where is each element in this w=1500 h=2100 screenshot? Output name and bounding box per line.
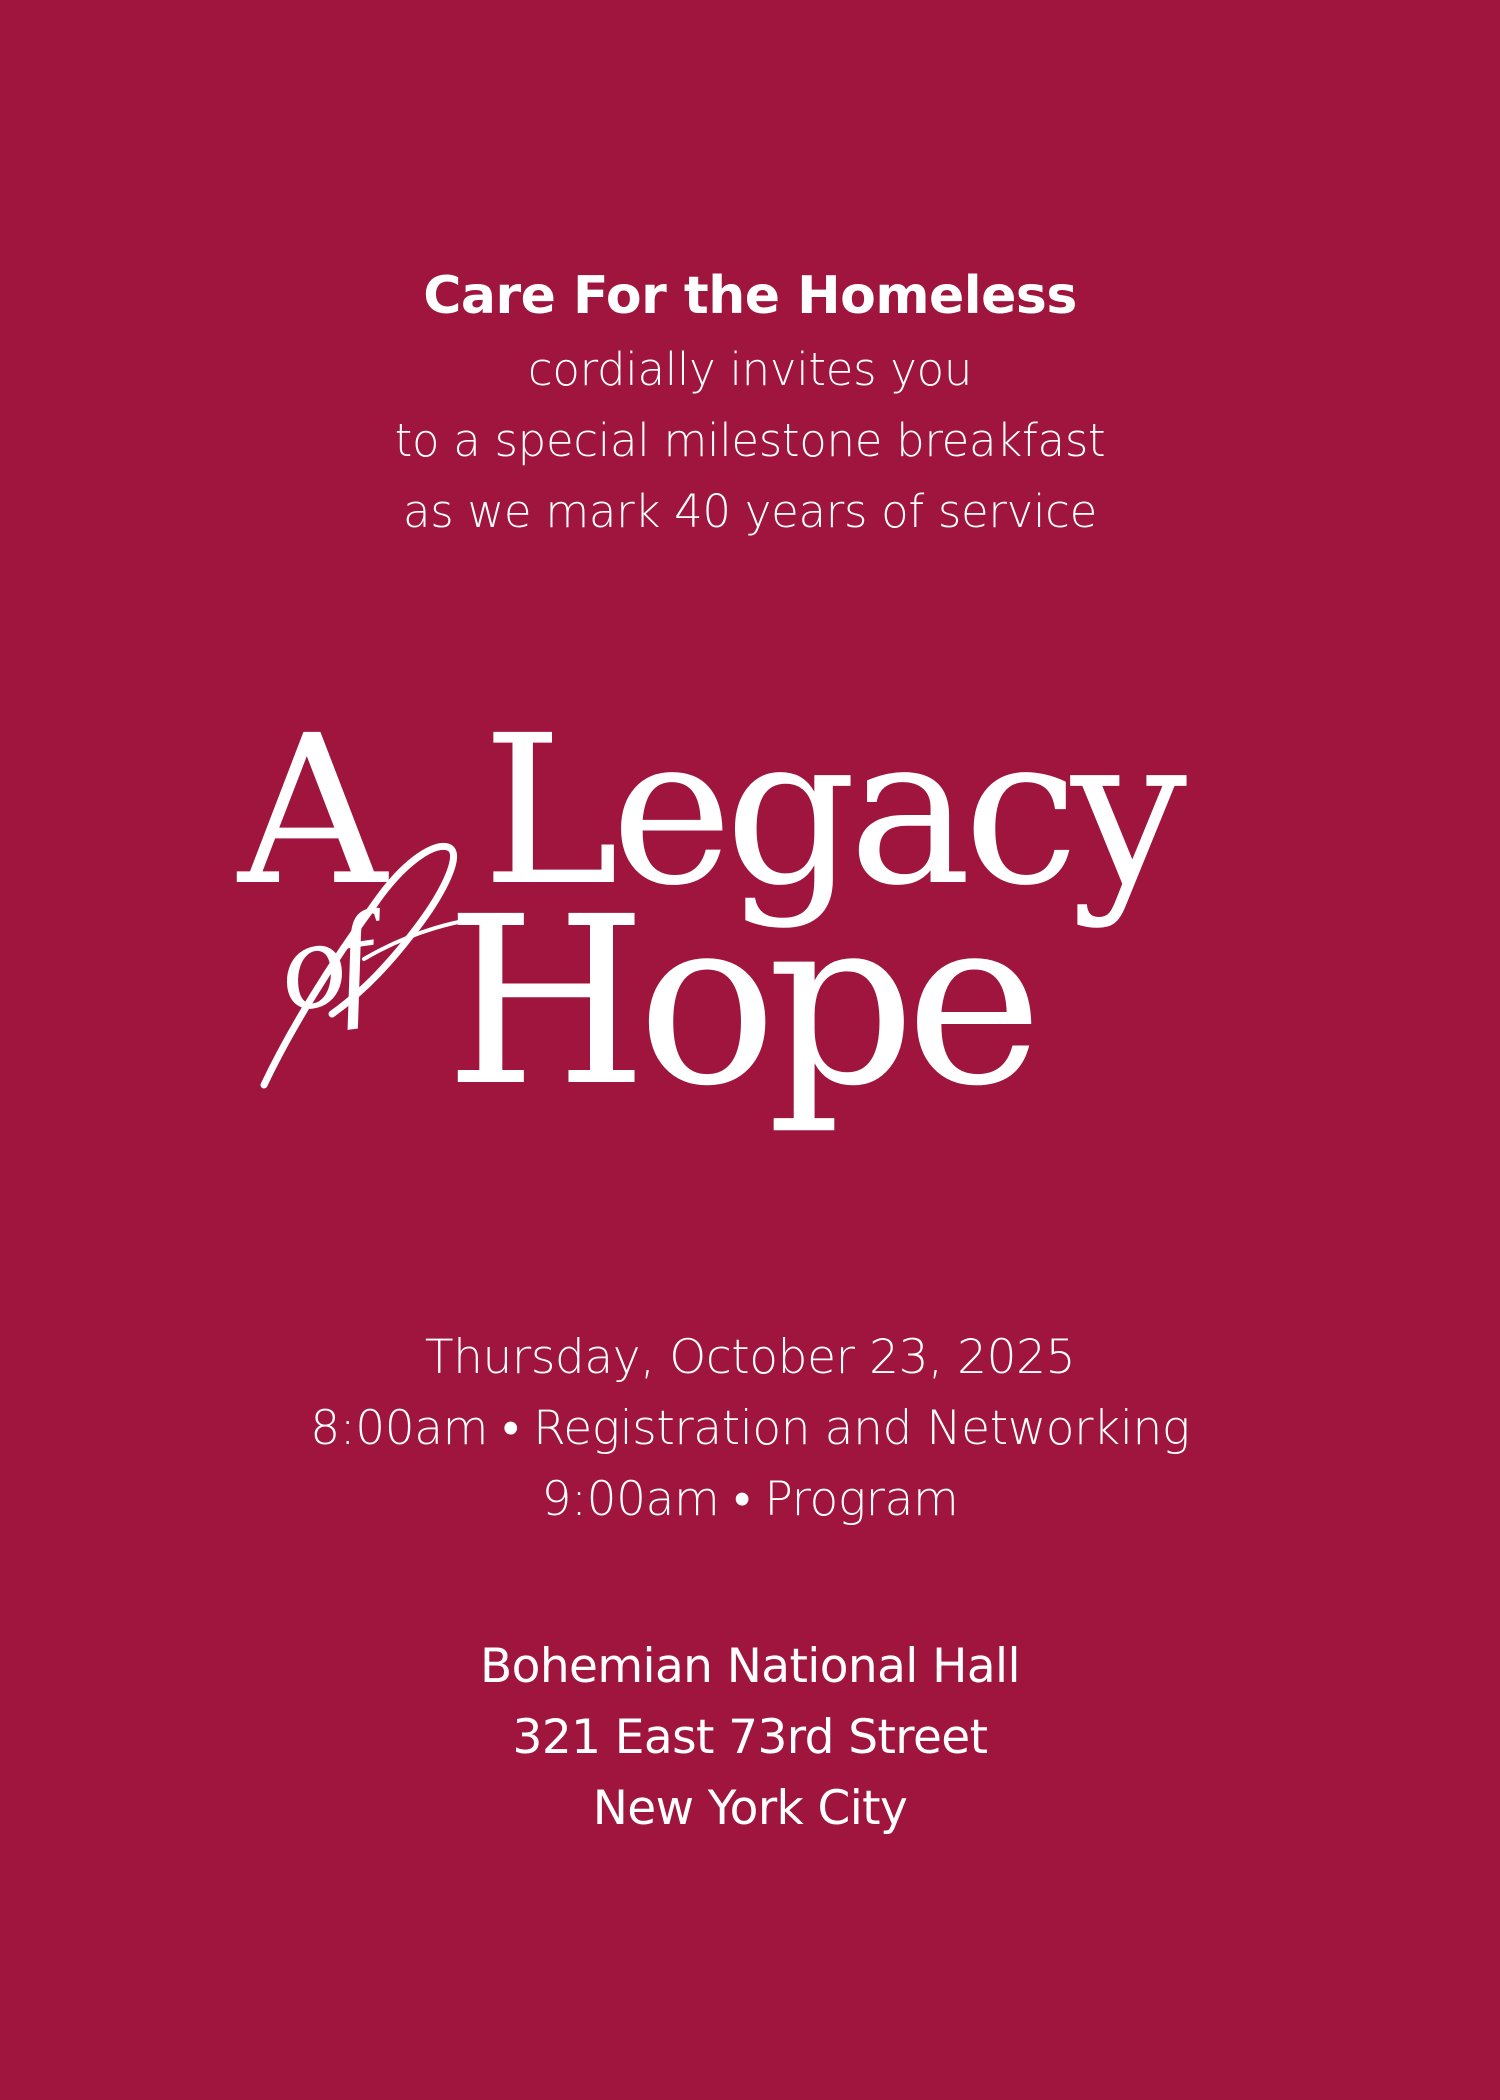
title-word-hope: Hope [445,867,1033,1137]
venue-name: Bohemian National Hall [480,1639,1020,1694]
title-word-a: A [238,691,381,931]
intro-line-anniversary: as we mark 40 years of service [403,485,1097,538]
event-title [220,690,1280,1170]
intro-line-invites: cordially invites you [527,343,973,396]
event-details [0,1322,1500,1535]
intro-line-breakfast: to a special milestone breakfast [394,414,1106,467]
venue-city: New York City [592,1781,908,1836]
intro-section [0,258,1500,547]
event-date: Thursday, October 23, 2025 [424,1330,1076,1385]
venue-street: 321 East 73rd Street [512,1710,988,1765]
program-time: 9:00am • Program [541,1472,959,1527]
title-word-of: of [271,886,374,1039]
organization-name: Care For the Homeless [423,266,1077,326]
registration-time: 8:00am • Registration and Networking [310,1401,1190,1456]
venue-details [0,1631,1500,1844]
title-word-legacy: Legacy [482,691,1180,931]
